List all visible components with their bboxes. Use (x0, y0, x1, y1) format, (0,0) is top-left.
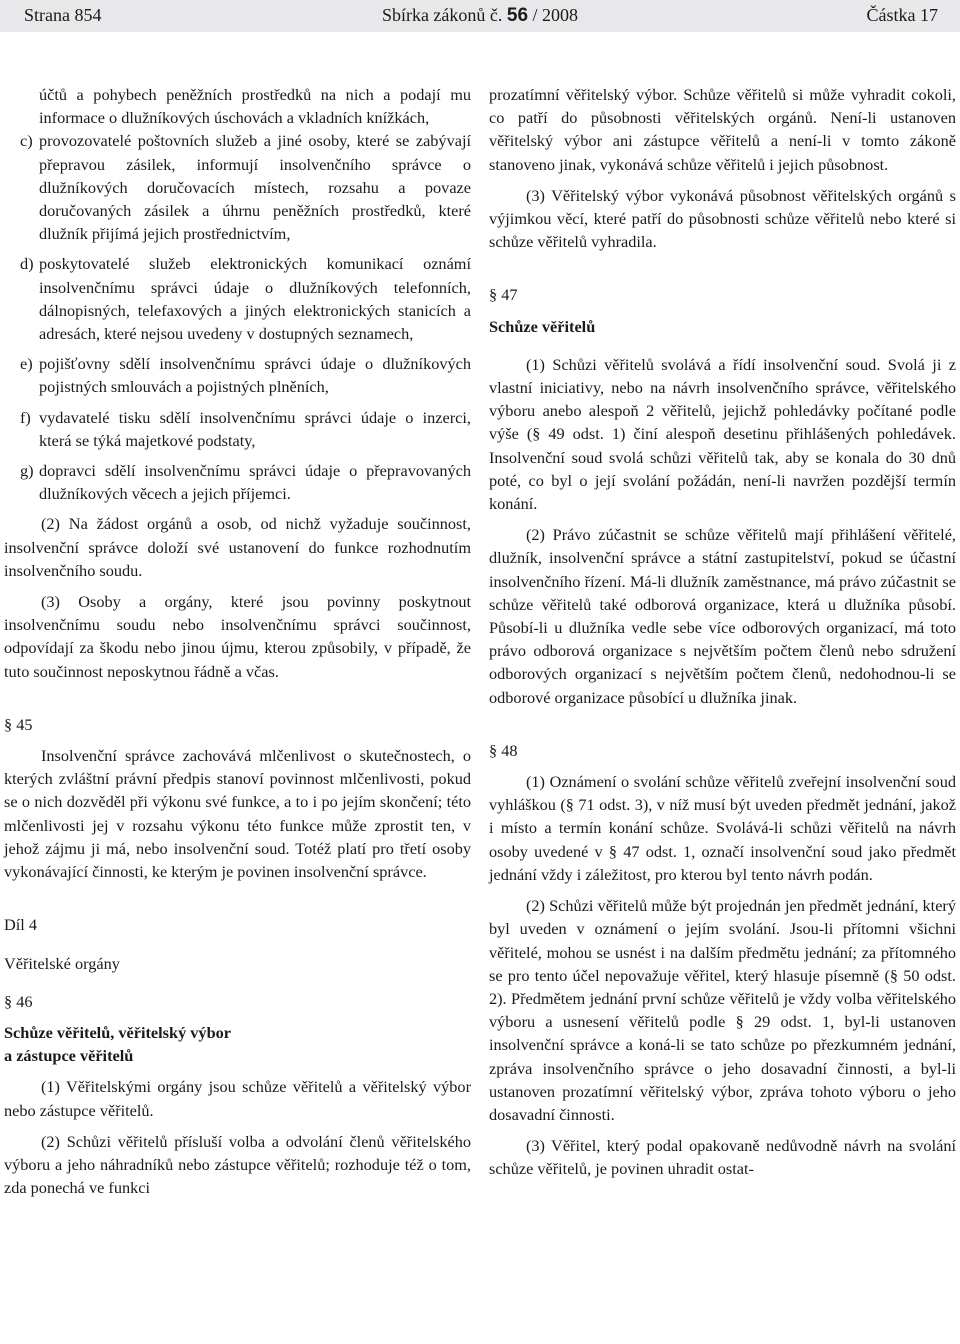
section-46-paragraph-2: (2) Schůzi věřitelů přísluší volba a odvolání členů věřitelského výboru a jeho náhradníků nebo zástupce věřitelů; rozhoduje též o tom, zda ponechá ve funkci (4, 1131, 471, 1198)
page-number: Strana 854 (24, 5, 102, 25)
paragraph-3: (3) Osoby a orgány, které jsou povinny poskytnout insolvenčnímu soudu nebo insolvenčnímu správci součinnost, odpovídají za škodu nebo jinou újmu, kterou způsobily, v případě, že tuto součinnost neposkytnou řádně a včas. (4, 592, 471, 681)
item-marker: d) (20, 254, 34, 274)
list-item-continuation: účtů a pohybech peněžních prostředků na nich a podají mu informace o dlužníkových úschovách a vkladních knížkách, (39, 85, 471, 128)
section-48-paragraph-2: (2) Schůzi věřitelů může být projednán jen předmět jednání, který byl uveden v oznámení o jejím svolání. Jsou-li přítomni všichni věřitelé, mohou se usnést i na dalším předmětu jednání; za přítomného se pro tento účel nepovažuje věřitel, který hlasuje písemně (§ 50 odst. 2). Předmětem jednání první schůze věřitelů je vždy volba věřitelského výboru a usnesení věřitelů podle § 29 odst. 1, byl-li ustanoven insolvenční správce a koná-li se tato schůze po přezkumném jednání, zpráva insolvenčního správce o jeho dosavadní činnosti, a byl-li ustanoven prozatímní věřitelský výbor, zpráva tohoto výboru o jeho dosavadní činnosti. (489, 896, 956, 1124)
section-47-title: Schůze věřitelů (489, 316, 596, 336)
part-title: Věřitelské orgány (4, 953, 120, 973)
item-marker: f) (20, 407, 31, 427)
section-45-text: Insolvenční správce zachovává mlčenlivost o skutečnostech, o kterých zvláštní právní předpis stanoví povinnost mlčenlivosti, pokud se o nich dozvěděl při výkonu své funkce, a to i po jejím skončení; této mlčenlivosti jej v rozsahu výkonu této funkce může zprostit ten, v jehož zájmu ji má, nebo insolvenční soud. Totéž platí pro třetí osoby vykonávající činnosti, ke kterým je povinen insolvenční správce. (4, 746, 471, 882)
section-46-title-line-1: Schůze věřitelů, věřitelský výbor (4, 1022, 231, 1042)
part-heading: Díl 4 (4, 915, 38, 935)
section-heading-48: § 48 (489, 740, 518, 760)
item-marker: e) (20, 354, 33, 374)
list-item-e (4, 352, 471, 398)
law-number: 56 (506, 5, 529, 26)
right-column (489, 83, 956, 1181)
section-46-paragraph-1: (1) Věřitelskými orgány jsou schůze věřitelů a věřitelský výbor nebo zástupce věřitelů. (4, 1077, 471, 1120)
item-text: dopravci sdělí insolvenčnímu správci údaje o přepravovaných dlužníkových věcech a jejich příjemci. (39, 461, 471, 504)
item-text: vydavatelé tisku sdělí insolvenčnímu správci údaje o inzerci, která se týká majetkové podstaty, (39, 407, 471, 450)
section-heading-47: § 47 (489, 285, 518, 305)
section-heading-46: § 46 (4, 991, 33, 1011)
paragraph-continuation: prozatímní věřitelský výbor. Schůze věřitelů si může vyhradit cokoli, co patří do působnosti věřitelských orgánů. Není-li ustanoven věřitelský výbor ani zástupce věřitelů a není-li v tomto zákoně stanoveno jinak, vykonává schůze věřitelů i jejich působnost. (489, 85, 956, 174)
list-item-d (4, 252, 471, 345)
paragraph-2: (2) Na žádost orgánů a osob, od nichž vyžaduje součinnost, insolvenční správce doloží své ustanovení do funkce rozhodnutím insolvenčního soudu. (4, 514, 471, 580)
collection-title (0, 5, 960, 27)
section-46-title-line-2: a zástupce věřitelů (4, 1046, 134, 1066)
section-48-paragraph-3: (3) Věřitel, který podal opakovaně nedůvodně návrh na svolání schůze věřitelů, je povinen uhradit ostat- (489, 1136, 956, 1179)
item-marker: g) (20, 461, 34, 481)
item-text: provozovatelé poštovních služeb a jiné osoby, které se zabývají přepravou zásilek, informují insolvenčního správce o dlužníkových doručovacích místech, rozsahu a povaze doručovaných zásilek a úhrnu peněžních prostředků, které dlužník přijímá jejich prostřednictvím, (39, 131, 471, 244)
item-text: pojišťovny sdělí insolvenčnímu správci údaje o dlužníkových pojistných smlouvách a pojistných plněních, (39, 354, 471, 397)
section-46-paragraph-3: (3) Věřitelský výbor vykonává působnost věřitelských orgánů s výjimkou věcí, které patří do působnosti schůze věřitelů nebo které si schůze věřitelů vyhradila. (489, 185, 956, 252)
section-heading-45: § 45 (4, 714, 33, 734)
list-item-f (4, 406, 471, 452)
item-text: poskytovatelé služeb elektronických komunikací oznámí insolvenčnímu správci údaje o dlužníkových telefonních, dálnopisných, telefaxových a jiných elektronických stanicích a adresách, které nejsou uvedeny v dostupných seznamech, (39, 254, 471, 344)
collection-prefix: Sbírka zákonů č. (381, 5, 507, 25)
item-marker: c) (20, 131, 33, 151)
section-48-paragraph-1: (1) Oznámení o svolání schůze věřitelů zveřejní insolvenční soud vyhláškou (§ 71 odst. 3), v níž musí být uveden předmět jednání, jakož i místo a termín konání schůze. Svolává-li schůzi věřitelů na návrh osoby uvedené v § 47 odst. 1, označí insolvenční soud jako předmět jednání vždy i záležitost, pro kterou byl tento návrh podán. (489, 772, 956, 884)
list-item-c (4, 129, 471, 245)
list-item-g (4, 459, 471, 505)
law-year: / 2008 (528, 5, 579, 25)
section-47-paragraph-2: (2) Právo zúčastnit se schůze věřitelů mají přihlášení věřitelé, dlužník, insolvenční správce a státní zastupitelství, pokud se účastní insolvenčního řízení. Má-li dlužník zaměstnance, má právo zúčastnit se schůze věřitelů také odborová organizace, která u dlužníka působí. Působí-li u dlužníka vedle sebe více odborových organizací, má toto právo odborová organizace s největším počtem členů nebo sdružení odborových organizací s největším počtem členů, nedohodnou-li se odborové organizace působící u dlužníka jinak. (489, 525, 956, 707)
left-column (4, 83, 471, 1199)
section-47-paragraph-1: (1) Schůzi věřitelů svolává a řídí insolvenční soud. Svolá ji z vlastní iniciativy, nebo na návrh insolvenčního správce, věřitelského výboru anebo alespoň 2 věřitelů, jejichž pohledávky počítané podle výše (§ 49 odst. 1) činí alespoň desetinu přihlášených pohledávek. Insolvenční soud svolá schůzi věřitelů tak, aby se konala do 30 dnů poté, co byl o její svolání požádán, není-li navržen pozdější termín konání. (489, 354, 956, 514)
page-header (0, 0, 960, 32)
part-number: Částka 17 (866, 5, 938, 25)
